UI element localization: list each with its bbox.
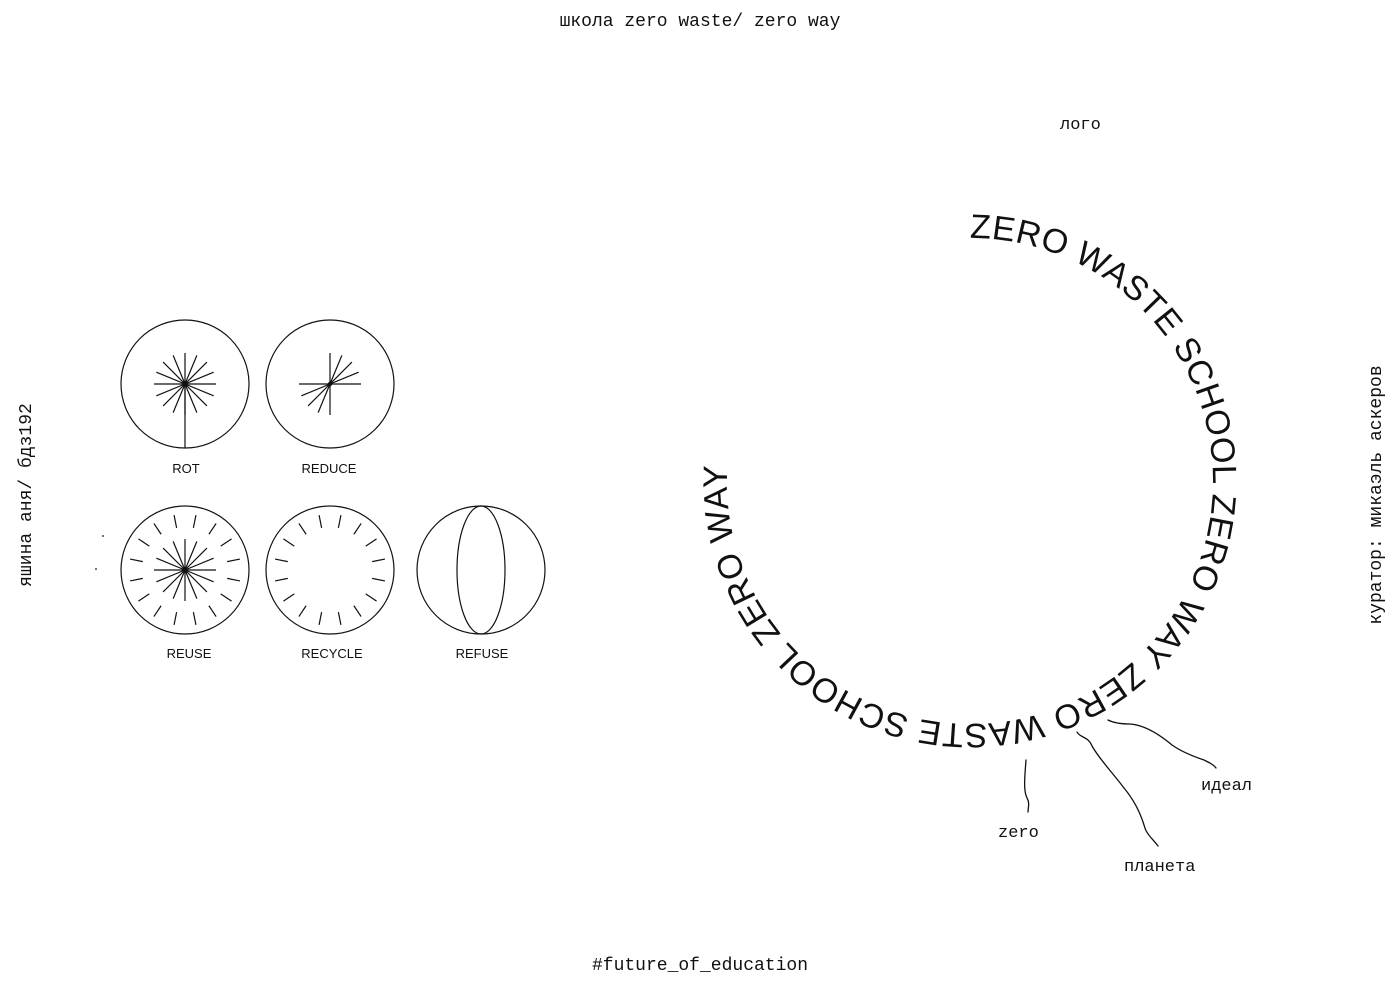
tick-mark <box>319 612 322 625</box>
planet-annotation: планета <box>1124 858 1196 877</box>
tick-mark <box>221 594 232 601</box>
tick-mark <box>338 515 341 528</box>
starburst-ray <box>163 384 185 406</box>
center-dot <box>183 568 187 572</box>
tick-mark <box>299 606 306 617</box>
tick-mark <box>283 539 294 546</box>
tick-mark <box>299 523 306 534</box>
tick-mark <box>366 594 377 601</box>
tick-mark <box>221 539 232 546</box>
tick-mark <box>275 578 288 581</box>
icon-outline <box>266 506 394 634</box>
tick-mark <box>372 578 385 581</box>
tick-mark <box>354 606 361 617</box>
zero-pointer-line <box>1025 760 1029 812</box>
starburst-ray <box>163 570 185 592</box>
starburst-ray <box>163 548 185 570</box>
reuse-caption: REUSE <box>166 646 212 661</box>
tick-mark <box>130 578 143 581</box>
center-dot <box>328 382 331 385</box>
stray-dot <box>102 535 104 537</box>
inner-ellipse <box>457 506 505 634</box>
starburst-ray <box>185 570 207 592</box>
ideal-pointer-line <box>1108 720 1216 768</box>
logo-label: лого <box>1060 116 1101 135</box>
tick-mark <box>154 523 161 534</box>
tick-mark <box>372 559 385 562</box>
tick-mark <box>209 523 216 534</box>
reduce-ray <box>330 362 352 384</box>
tick-mark <box>354 523 361 534</box>
curator-label: куратор: микаэль аскеров <box>1367 365 1387 625</box>
tick-mark <box>174 515 177 528</box>
rot-icon <box>121 320 249 448</box>
footer-hashtag: #future_of_education <box>591 956 809 976</box>
reduce-caption: REDUCE <box>301 461 357 476</box>
refuse-caption: REFUSE <box>455 646 509 661</box>
refuse-icon <box>417 506 545 634</box>
tick-mark <box>227 559 240 562</box>
tick-mark <box>130 559 143 562</box>
tick-mark <box>138 539 149 546</box>
icon-outline <box>417 506 545 634</box>
zero-annotation: zero <box>998 824 1039 843</box>
tick-mark <box>209 606 216 617</box>
tick-mark <box>227 578 240 581</box>
reuse-icon <box>121 506 249 634</box>
tick-mark <box>193 612 196 625</box>
tick-mark <box>193 515 196 528</box>
tick-mark <box>338 612 341 625</box>
tick-mark <box>174 612 177 625</box>
recycle-caption: RECYCLE <box>301 646 363 661</box>
tick-mark <box>366 539 377 546</box>
logo-ring-text <box>697 208 1243 754</box>
starburst-ray <box>163 362 185 384</box>
center-dot <box>183 382 187 386</box>
rot-caption: ROT <box>172 461 200 476</box>
r-icons-group <box>121 320 545 634</box>
logo-ring-textpath: ZERO WASTE SCHOOL ZERO WAY ZERO WASTE SCHOOL ZERO WAY <box>696 207 1244 755</box>
stray-dot <box>95 568 97 570</box>
starburst-ray <box>185 362 207 384</box>
tick-mark <box>319 515 322 528</box>
tick-mark <box>275 559 288 562</box>
page-title: школа zero waste/ zero way <box>559 12 841 32</box>
tick-mark <box>283 594 294 601</box>
recycle-icon <box>266 506 394 634</box>
planet-pointer-line <box>1077 732 1158 846</box>
starburst-ray <box>185 548 207 570</box>
tick-mark <box>154 606 161 617</box>
author-label: яшина аня/ бдз192 <box>17 403 37 587</box>
reduce-icon <box>266 320 394 448</box>
reduce-ray <box>308 384 330 406</box>
ideal-annotation: идеал <box>1201 777 1253 796</box>
starburst-ray <box>185 384 207 406</box>
tick-mark <box>138 594 149 601</box>
